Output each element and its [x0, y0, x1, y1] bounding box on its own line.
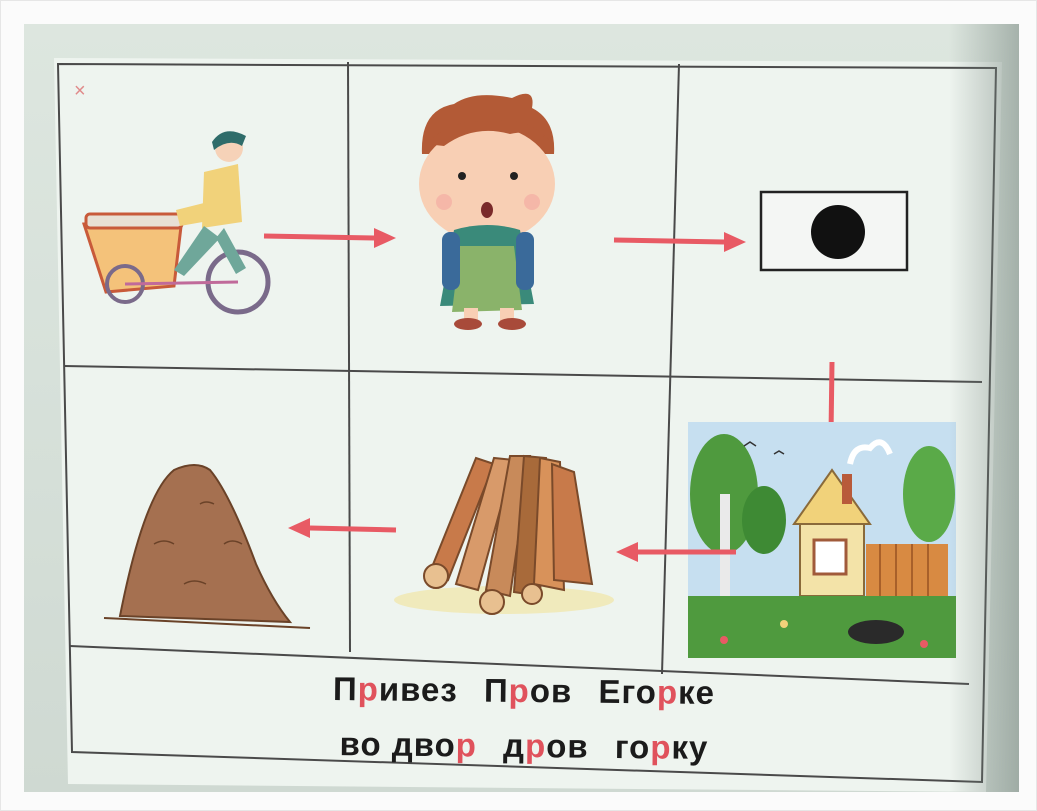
corner-mark: × — [74, 80, 86, 102]
word-3: Егорке — [598, 672, 716, 711]
village-house-icon — [688, 422, 956, 658]
word-2: Пров — [483, 671, 573, 710]
photo — [24, 24, 1019, 792]
word-1: Привез — [332, 670, 458, 709]
word-5: дров — [502, 726, 589, 765]
word-6: горку — [614, 727, 709, 766]
word-4: во двор — [339, 725, 478, 764]
photo-shadow — [949, 24, 1019, 792]
black-dot-card-icon — [761, 192, 907, 270]
